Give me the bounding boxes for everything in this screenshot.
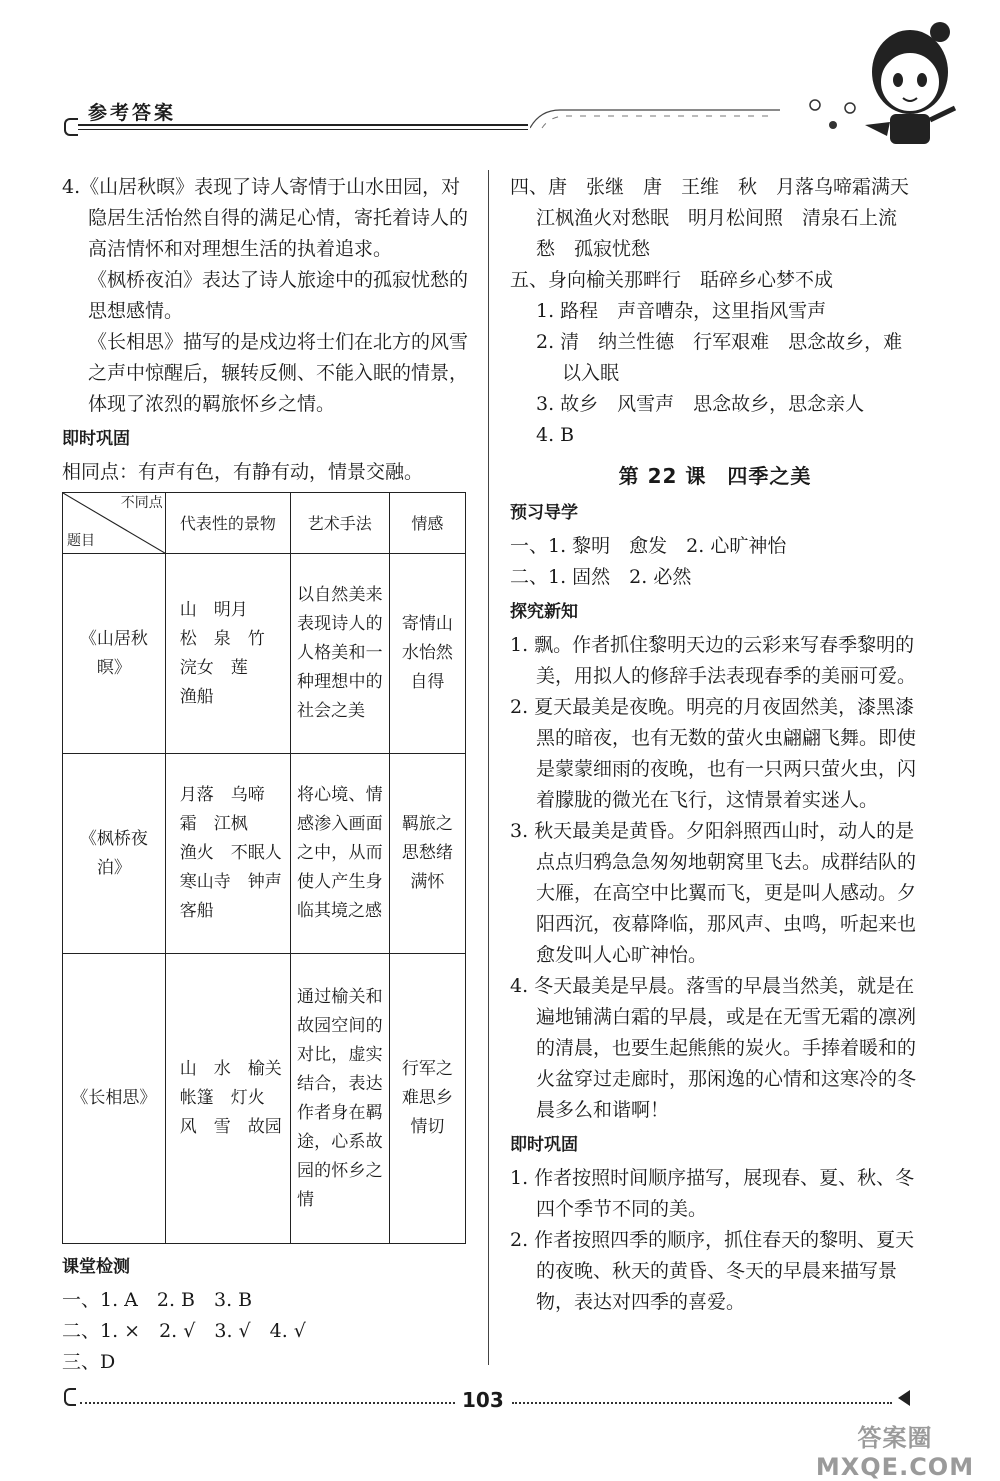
mascot-girl-illustration <box>795 10 970 150</box>
table-header-cell: 艺术手法 <box>290 493 389 554</box>
emotion-cell: 行军之难思乡情切 <box>389 954 465 1244</box>
scenery-cell: 山 明月 松 泉 竹 浣女 莲 渔船 <box>165 554 290 754</box>
corner-label-top: 不同点 <box>120 495 163 511</box>
technique-cell: 以自然美来表现诗人的人格美和一种理想中的社会之美 <box>290 554 389 754</box>
poem-title-cell: 《枫桥夜泊》 <box>63 754 166 954</box>
header-title: 参考答案 <box>88 102 177 124</box>
answer-line: 三、D <box>62 1351 116 1373</box>
scenery-cell: 月落 乌啼 霜 江枫 渔火 不眠人 寒山寺 钟声 客船 <box>165 754 290 954</box>
section-heading-jishi: 即时巩固 <box>510 1135 578 1155</box>
answer-paragraph: 《枫桥夜泊》表达了诗人旅途中的孤寂忧愁的思想感情。 <box>88 269 469 322</box>
section-heading-ketang: 课堂检测 <box>62 1257 130 1277</box>
answer-paragraph: 《长相思》描写的是戍边将士们在北方的风雪之声中惊醒后，辗转反侧、不能入眠的情景，体现了浓烈的羁旅怀乡之情。 <box>88 331 469 415</box>
header-bracket-mark <box>64 118 78 136</box>
answer-item: 4. 冬天最美是早晨。落雪的早晨当然美，就是在遍地铺满白霜的早晨，或是在无雪无霜的凛冽的清晨，也要生起熊熊的炭火。手捧着暖和的火盆穿过走廊时，那闲逸的心情和这寒冷的冬晨多么和谐啊！ <box>510 975 917 1121</box>
table-header-row <box>63 493 466 554</box>
table-row <box>63 554 466 754</box>
answer-item: 1. 飘。作者抓住黎明天边的云彩来写春季黎明的美，用拟人的修辞手法表现春季的美丽可爱。 <box>510 634 917 687</box>
scenery-cell: 山 水 榆关 帐篷 灯火 风 雪 故园 <box>165 954 290 1244</box>
section-heading-yuxi: 预习导学 <box>510 503 578 523</box>
answer-subitem: 4. B <box>536 424 575 446</box>
column-divider <box>488 170 489 1365</box>
section-heading-jishi: 即时巩固 <box>62 429 130 449</box>
poem-title-cell: 《长相思》 <box>63 954 166 1244</box>
answer-subitem: 1. 路程 声音嘈杂，这里指风雪声 <box>536 300 827 322</box>
table-row <box>63 754 466 954</box>
poem-title-cell: 《山居秋暝》 <box>63 554 166 754</box>
answer-item-si: 四、唐 张继 唐 王维 秋 月落乌啼霜满天 江枫渔火对愁眠 明月松间照 清泉石上流 愁 孤寂忧愁 <box>510 176 929 260</box>
section-heading-tanjiu: 探究新知 <box>510 602 578 622</box>
right-column <box>510 172 929 1318</box>
answer-line: 一、1. A 2. B 3. B <box>62 1289 253 1311</box>
table-row <box>63 954 466 1244</box>
emotion-cell: 羁旅之思愁绪满怀 <box>389 754 465 954</box>
answer-item: 1. 作者按照时间顺序描写，展现春、夏、秋、冬四个季节不同的美。 <box>510 1167 915 1220</box>
answer-line: 一、1. 黎明 愈发 2. 心旷神怡 <box>510 535 787 557</box>
answer-line: 二、1. 固然 2. 必然 <box>510 566 692 588</box>
technique-cell: 通过榆关和故园空间的对比，虚实结合，表达作者身在羁途，心系故园的怀乡之情 <box>290 954 389 1244</box>
left-column <box>62 172 470 1378</box>
footer-arrow-icon <box>898 1390 910 1406</box>
table-header-cell: 情感 <box>389 493 465 554</box>
header-rule-thin <box>78 129 528 130</box>
answer-item: 3. 秋天最美是黄昏。夕阳斜照西山时，动人的是点点归鸦急急匆匆地朝窝里飞去。成群结队的大雁，在高空中比翼而飞，更是叫人感动。夕阳西沉，夜幕降临，那风声、虫鸣，听起来也愈发叫人心旷神怡。 <box>510 820 917 966</box>
answer-item: 2. 夏天最美是夜晚。明亮的月夜固然美，漆黑漆黑的暗夜，也有无数的萤火虫翩翩飞舞。即使是蒙蒙细雨的夜晚，也有一只两只萤火虫，闪着朦胧的微光在飞行，这情景着实迷人。 <box>510 696 917 811</box>
answer-item-wu: 五、身向榆关那畔行 聒碎乡心梦不成 <box>510 269 834 291</box>
technique-cell: 将心境、情感渗入画面之中，从而使人产生身临其境之感 <box>290 754 389 954</box>
footer-dotted-rule <box>80 1402 455 1404</box>
footer-bracket-mark <box>64 1388 76 1406</box>
comparison-table <box>62 492 466 1244</box>
page-header <box>0 0 1000 140</box>
answer-item-4: 4.《山居秋暝》表现了诗人寄情于山水田园，对隐居生活怡然自得的满足心情，寄托着诗人的高洁情怀和对理想生活的执着追求。 <box>62 176 469 260</box>
answer-item: 2. 作者按照四季的顺序，抓住春天的黎明、夏天的夜晚、秋天的黄昏、冬天的早晨来描写景物，表达对四季的喜爱。 <box>510 1229 915 1313</box>
corner-label-bottom: 题目 <box>67 533 95 549</box>
watermark-logo: 答案圈 MXQE.COM <box>815 1424 975 1481</box>
header-swoosh-decoration <box>530 106 790 136</box>
lesson-title: 第 22 课 四季之美 <box>618 464 812 488</box>
header-rule <box>78 124 528 126</box>
table-header-cell: 代表性的景物 <box>165 493 290 554</box>
answer-line: 二、1. × 2. √ 3. √ 4. √ <box>62 1320 306 1342</box>
emotion-cell: 寄情山水怡然自得 <box>389 554 465 754</box>
same-point-text: 相同点：有声有色，有静有动，情景交融。 <box>62 461 424 483</box>
footer-dotted-rule <box>512 1402 892 1404</box>
answer-subitem: 3. 故乡 风雪声 思念故乡，思念亲人 <box>536 393 865 415</box>
answer-subitem: 2. 清 纳兰性德 行军艰难 思念故乡，难以入眠 <box>536 331 903 384</box>
table-corner-cell <box>63 493 166 554</box>
page-number: 103 <box>462 1388 504 1412</box>
